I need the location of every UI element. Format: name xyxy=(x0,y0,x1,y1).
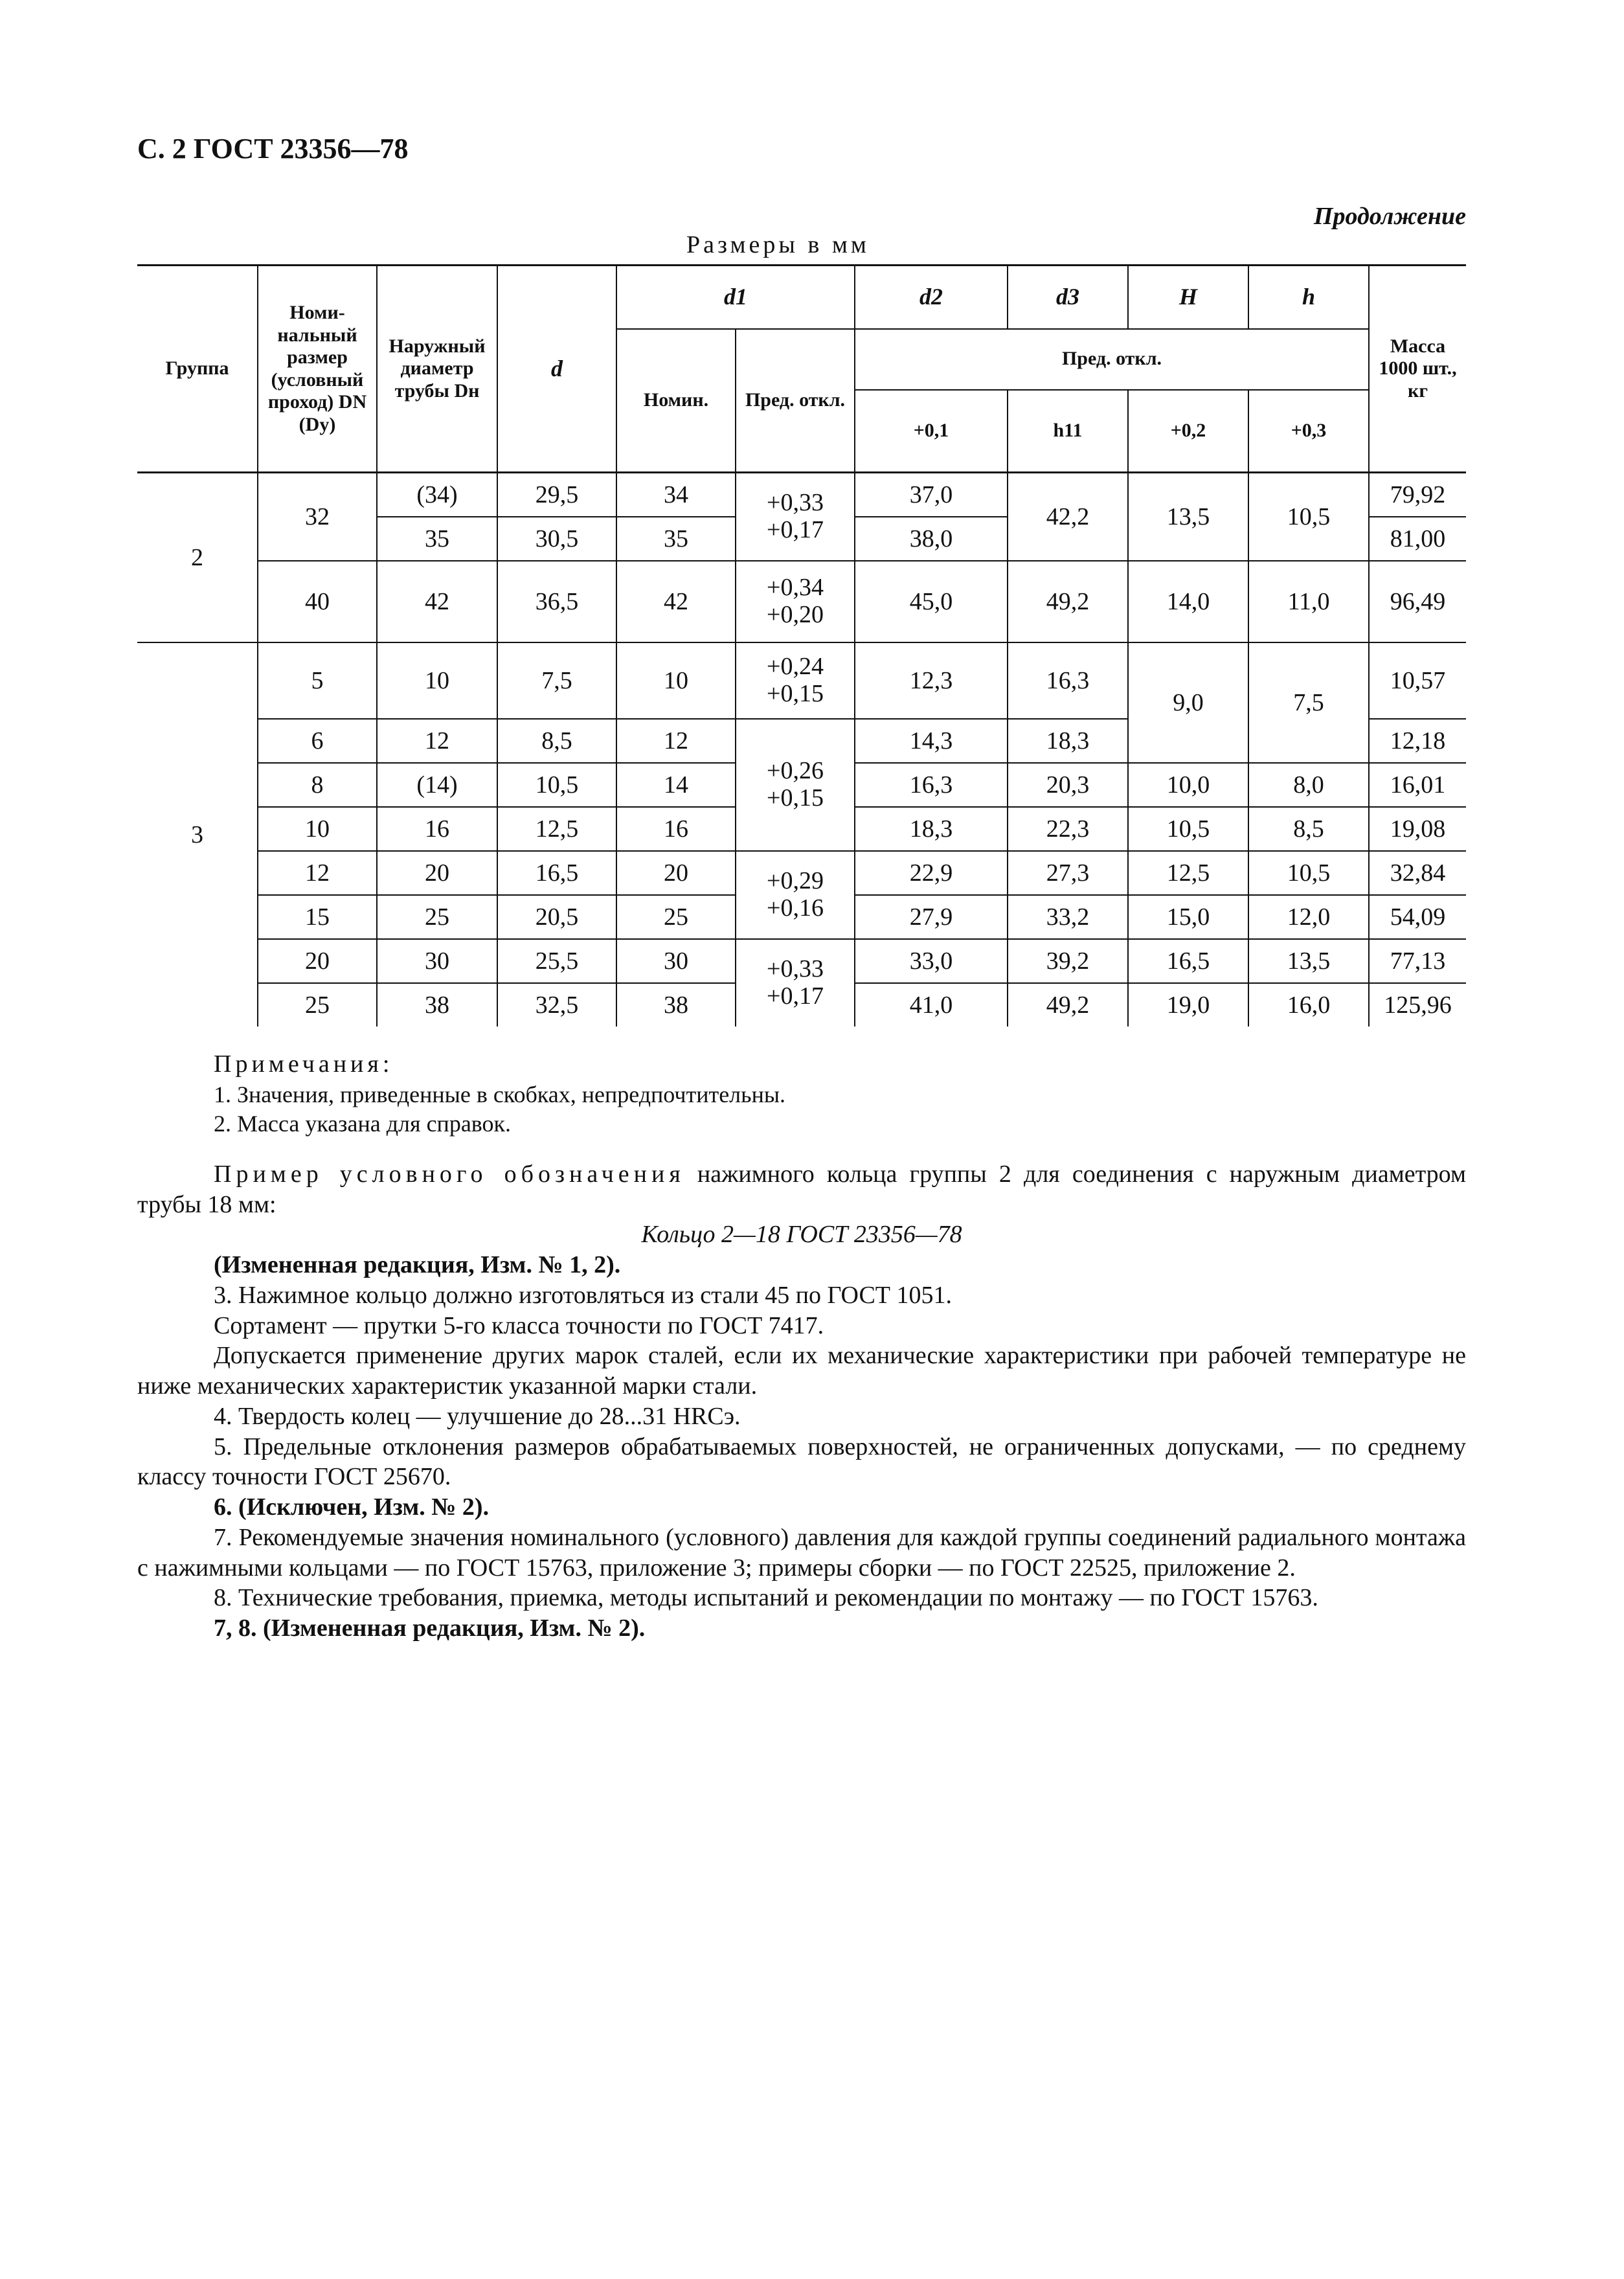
table-row xyxy=(137,642,1466,719)
d3-cell: 27,3 xyxy=(1008,851,1128,895)
d2-cell: 37,0 xyxy=(855,473,1008,517)
d2-cell: 45,0 xyxy=(855,561,1008,642)
d3-cell: 18,3 xyxy=(1008,719,1128,763)
mass-cell: 16,01 xyxy=(1369,763,1466,807)
d-cell: 30,5 xyxy=(497,517,616,561)
d3-cell: 33,2 xyxy=(1008,895,1128,939)
d-cell: 20,5 xyxy=(497,895,616,939)
d3-cell: 49,2 xyxy=(1008,561,1128,642)
mass-cell: 125,96 xyxy=(1369,983,1466,1026)
dn-cell: 5 xyxy=(258,642,377,719)
tolerance-cell: +0,29 +0,16 xyxy=(736,851,855,939)
d3-cell: 20,3 xyxy=(1008,763,1128,807)
d2-cell: 27,9 xyxy=(855,895,1008,939)
dn-cell: 12 xyxy=(258,851,377,895)
d2-cell: 14,3 xyxy=(855,719,1008,763)
clause-6 xyxy=(137,1492,1466,1523)
H-cell: 16,5 xyxy=(1128,939,1248,983)
group-3-rows xyxy=(137,642,1466,1026)
note-1: 1. Значения, приведенные в скобках, непредпочтительны. xyxy=(214,1081,786,1107)
d2-cell: 41,0 xyxy=(855,983,1008,1026)
table-row xyxy=(137,473,1466,517)
h-cell: 12,0 xyxy=(1248,895,1369,939)
d2-cell: 33,0 xyxy=(855,939,1008,983)
mass-cell: 12,18 xyxy=(1369,719,1466,763)
table-row xyxy=(137,939,1466,983)
body-text xyxy=(137,1159,1466,1644)
col-d1-nominal: Номин. xyxy=(616,329,736,473)
group-cell: 2 xyxy=(137,473,258,643)
page-header: С. 2 ГОСТ 23356—78 xyxy=(137,133,409,164)
h-cell: 10,5 xyxy=(1248,851,1369,895)
d1-cell: 42 xyxy=(616,561,736,642)
d1-cell: 34 xyxy=(616,473,736,517)
d2-cell: 16,3 xyxy=(855,763,1008,807)
col-d2: d2 xyxy=(855,266,1008,329)
h-cell: 13,5 xyxy=(1248,939,1369,983)
dn-cell: 10 xyxy=(258,807,377,851)
d1-cell: 30 xyxy=(616,939,736,983)
d3-cell: 22,3 xyxy=(1008,807,1128,851)
dn-cell: 8 xyxy=(258,763,377,807)
d-cell: 8,5 xyxy=(497,719,616,763)
dn-cell: 40 xyxy=(258,561,377,642)
H-tolerance: +0,2 xyxy=(1128,390,1248,473)
d-cell: 12,5 xyxy=(497,807,616,851)
dh-cell: (34) xyxy=(377,473,497,517)
clause-5: 5. Предельные отклонения размеров обрабатываемых поверхностей, не ограниченных допусками, — по среднему классу точности ГОСТ 25670. xyxy=(137,1433,1466,1491)
example-paragraph xyxy=(137,1159,1466,1219)
dh-cell: 10 xyxy=(377,642,497,719)
col-nominal-size: Номи-нальный размер (условный проход) DN (Dy) xyxy=(258,266,377,473)
col-d1-tolerance: Пред. откл. xyxy=(736,329,855,473)
dn-cell: 6 xyxy=(258,719,377,763)
mass-cell: 79,92 xyxy=(1369,473,1466,517)
mass-cell: 96,49 xyxy=(1369,561,1466,642)
dh-cell: 25 xyxy=(377,895,497,939)
d-cell: 16,5 xyxy=(497,851,616,895)
d3-cell: 49,2 xyxy=(1008,983,1128,1026)
dh-cell: 30 xyxy=(377,939,497,983)
dh-cell: 35 xyxy=(377,517,497,561)
dn-cell: 20 xyxy=(258,939,377,983)
notes-title: Примечания: xyxy=(214,1050,394,1078)
dh-cell: 16 xyxy=(377,807,497,851)
h-cell: 10,5 xyxy=(1248,473,1369,561)
dn-cell: 25 xyxy=(258,983,377,1026)
d3-cell: 42,2 xyxy=(1008,473,1128,561)
group-cell: 3 xyxy=(137,642,258,1026)
revision-text: (Измененная редакция, Изм. № 1, 2). xyxy=(214,1251,621,1279)
h-cell: 7,5 xyxy=(1248,642,1369,763)
d1-cell: 38 xyxy=(616,983,736,1026)
dimensions-table xyxy=(137,264,1466,1026)
tolerance-cell: +0,26 +0,15 xyxy=(736,719,855,851)
d1-cell: 14 xyxy=(616,763,736,807)
table-row xyxy=(137,851,1466,895)
d1-cell: 20 xyxy=(616,851,736,895)
d3-tolerance: h11 xyxy=(1008,390,1128,473)
example-lead: Пример условного обозначения xyxy=(214,1161,685,1188)
col-d3: d3 xyxy=(1008,266,1128,329)
clause-6-text: 6. (Исключен, Изм. № 2). xyxy=(214,1493,490,1521)
col-d1: d1 xyxy=(616,266,855,329)
clause-3-sortament: Сортамент — прутки 5-го класса точности по ГОСТ 7417. xyxy=(214,1311,824,1339)
H-cell: 19,0 xyxy=(1128,983,1248,1026)
d-cell: 32,5 xyxy=(497,983,616,1026)
d-cell: 10,5 xyxy=(497,763,616,807)
notes-block xyxy=(214,1049,785,1139)
d2-tolerance: +0,1 xyxy=(855,390,1008,473)
d2-cell: 22,9 xyxy=(855,851,1008,895)
d1-cell: 25 xyxy=(616,895,736,939)
H-cell: 14,0 xyxy=(1128,561,1248,642)
dn-cell: 32 xyxy=(258,473,377,561)
H-cell: 13,5 xyxy=(1128,473,1248,561)
d2-cell: 18,3 xyxy=(855,807,1008,851)
example-designation: Кольцо 2—18 ГОСТ 23356—78 xyxy=(641,1221,962,1249)
col-tolerance-span: Пред. откл. xyxy=(855,329,1369,390)
h-cell: 8,5 xyxy=(1248,807,1369,851)
group-2-rows xyxy=(137,473,1466,643)
h-cell: 16,0 xyxy=(1248,983,1369,1026)
tolerance-cell: +0,24 +0,15 xyxy=(736,642,855,719)
H-cell: 10,5 xyxy=(1128,807,1248,851)
d-cell: 36,5 xyxy=(497,561,616,642)
col-H: H xyxy=(1128,266,1248,329)
mass-cell: 10,57 xyxy=(1369,642,1466,719)
d1-cell: 35 xyxy=(616,517,736,561)
table-header xyxy=(137,266,1466,473)
d1-cell: 16 xyxy=(616,807,736,851)
revision-note-7-8 xyxy=(137,1613,1466,1644)
clause-4: 4. Твердость колец — улучшение до 28...31 HRCэ. xyxy=(214,1402,741,1430)
d1-cell: 10 xyxy=(616,642,736,719)
mass-cell: 81,00 xyxy=(1369,517,1466,561)
tolerance-cell: +0,33 +0,17 xyxy=(736,473,855,561)
note-2: 2. Масса указана для справок. xyxy=(214,1110,512,1137)
d2-cell: 38,0 xyxy=(855,517,1008,561)
dh-cell: 20 xyxy=(377,851,497,895)
d3-cell: 39,2 xyxy=(1008,939,1128,983)
mass-cell: 32,84 xyxy=(1369,851,1466,895)
d2-cell: 12,3 xyxy=(855,642,1008,719)
tolerance-cell: +0,33 +0,17 xyxy=(736,939,855,1026)
d3-cell: 16,3 xyxy=(1008,642,1128,719)
mass-cell: 54,09 xyxy=(1369,895,1466,939)
clause-3-allowed: Допускается применение других марок сталей, если их механические характеристики при рабочей температуре не ниже механических характеристик указанной марки стали. xyxy=(137,1342,1466,1400)
H-cell: 12,5 xyxy=(1128,851,1248,895)
mass-cell: 19,08 xyxy=(1369,807,1466,851)
col-group: Группа xyxy=(137,266,258,473)
h-cell: 11,0 xyxy=(1248,561,1369,642)
tolerance-cell: +0,34 +0,20 xyxy=(736,561,855,642)
dh-cell: 12 xyxy=(377,719,497,763)
continuation-label: Продолжение xyxy=(1313,203,1466,230)
d-cell: 25,5 xyxy=(497,939,616,983)
clause-3: 3. Нажимное кольцо должно изготовляться из стали 45 по ГОСТ 1051. xyxy=(214,1281,953,1309)
H-cell: 9,0 xyxy=(1128,642,1248,763)
example-rest: нажимного кольца группы 2 для соединения с наружным диаметром трубы 18 мм: xyxy=(137,1161,1466,1218)
col-outer-diameter: Наружный диаметр трубы Dн xyxy=(377,266,497,473)
revision-note-1-2 xyxy=(137,1250,1466,1280)
clause-7: 7. Рекомендуемые значения номинального (условного) давления для каждой группы соединений радиального монтажа с нажимными кольцами — по ГОСТ 15763, приложение 3; примеры сборки — по ГОСТ 22525, приложение 2. xyxy=(137,1523,1466,1582)
dimensions-caption: Размеры в мм xyxy=(686,231,870,258)
h-cell: 8,0 xyxy=(1248,763,1369,807)
dn-cell: 15 xyxy=(258,895,377,939)
h-tolerance: +0,3 xyxy=(1248,390,1369,473)
col-h: h xyxy=(1248,266,1369,329)
clause-8: 8. Технические требования, приемка, методы испытаний и рекомендации по монтажу — по ГОСТ 15763. xyxy=(214,1584,1318,1612)
mass-cell: 77,13 xyxy=(1369,939,1466,983)
col-mass: Масса 1000 шт., кг xyxy=(1369,266,1466,473)
dh-cell: (14) xyxy=(377,763,497,807)
dh-cell: 42 xyxy=(377,561,497,642)
H-cell: 15,0 xyxy=(1128,895,1248,939)
dh-cell: 38 xyxy=(377,983,497,1026)
d-cell: 29,5 xyxy=(497,473,616,517)
table-row xyxy=(137,561,1466,642)
d-cell: 7,5 xyxy=(497,642,616,719)
col-d: d xyxy=(497,266,616,473)
revision-text: 7, 8. (Измененная редакция, Изм. № 2). xyxy=(214,1615,646,1642)
H-cell: 10,0 xyxy=(1128,763,1248,807)
d1-cell: 12 xyxy=(616,719,736,763)
